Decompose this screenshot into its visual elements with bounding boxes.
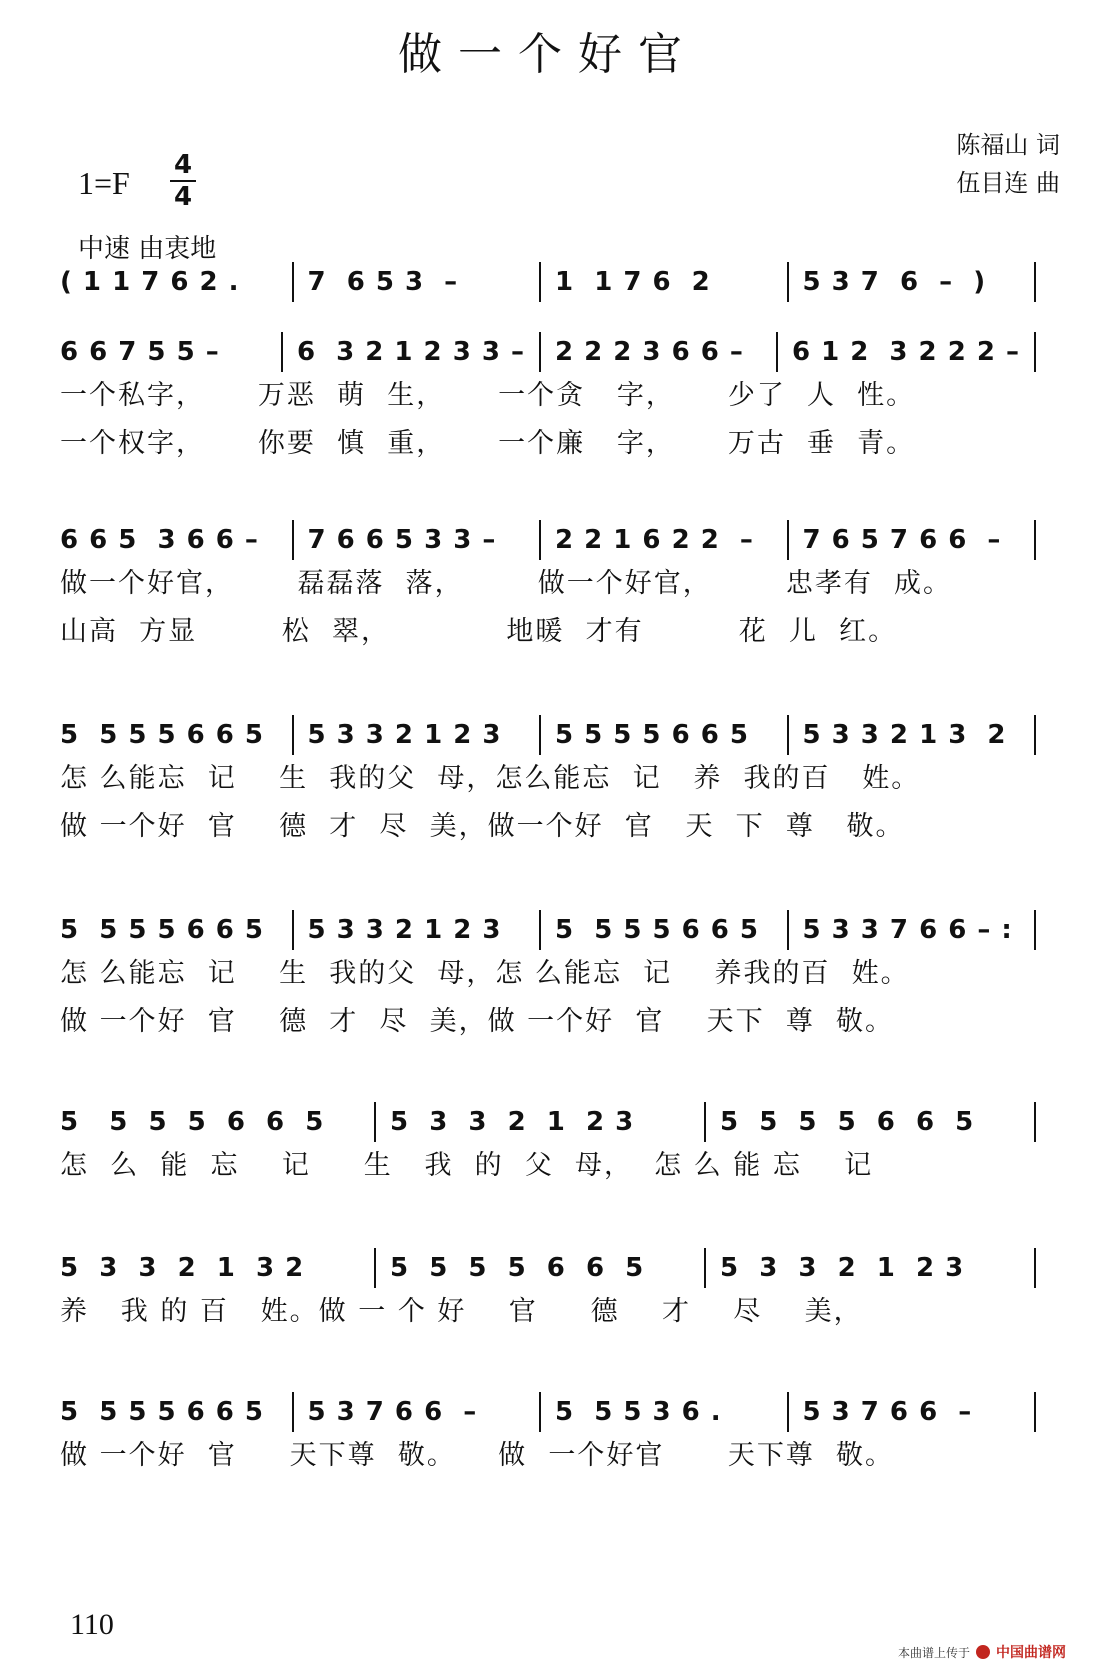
notation-line [60,900,1050,950]
measure: 2 2 1 6 2 2 – [555,525,754,555]
notation-line [60,252,1050,302]
barline [292,715,294,755]
key-signature: 1=F [78,165,130,201]
meter-bottom: 4 [173,182,193,212]
lyricist-credit: 陈福山 词 [956,131,1060,159]
lyric-line: 做 一个好 官 德 才 尽 美，做 一个好 官 天下 尊 敬。 [60,1006,894,1037]
watermark-site: 中国曲谱网 [996,1645,1066,1661]
measure: 7 6 5 3 – [307,267,459,297]
notation-line [60,1092,1050,1142]
notation-line [60,1382,1050,1432]
barline [787,520,789,560]
site-logo-icon [976,1645,990,1659]
measure: 5 3 3 7 6 6 – : [802,915,1013,945]
score-row [60,322,1050,468]
lyric-line: 山高 方显 松 翠， 地暖 才有 花 儿 红。 [60,616,898,647]
barline [787,910,789,950]
measure: 6 6 5 3 6 6 – [60,525,259,555]
measure: 5 3 3 2 1 2 3 [307,915,502,945]
tempo-marking: 中速 由衷地 [78,234,217,264]
barline [1034,715,1036,755]
score-row [60,1382,1050,1480]
barline [1034,1102,1036,1142]
measure: 5 3 3 2 1 2 3 [390,1107,635,1137]
watermark-prefix: 本曲谱上传于 [897,1645,970,1660]
measure: 5 5 5 3 6 . [555,1397,722,1427]
measure: 7 6 6 5 3 3 – [307,525,497,555]
measure: ( 1 1 7 6 2 . [60,267,240,297]
measure: 7 6 5 7 6 6 – [802,525,1002,555]
song-title: 做一个好官 [398,29,698,80]
barline [1034,520,1036,560]
barline [1034,1248,1036,1288]
score-row [60,252,1050,302]
lyric-line: 做一个好官， 磊磊落 落， 做一个好官， 忠孝有 成。 [60,568,952,599]
barline [539,262,541,302]
measure: 5 5 5 5 6 6 5 [60,915,264,945]
measure: 5 5 5 5 6 6 5 [555,720,749,750]
barline [787,262,789,302]
barline [1034,262,1036,302]
measure: 5 5 5 5 6 6 5 [390,1253,645,1283]
barline [539,520,541,560]
barline [539,715,541,755]
barline [539,332,541,372]
measure: 5 3 7 6 – ) [802,267,987,297]
notation-line [60,705,1050,755]
measure: 5 5 5 5 6 6 5 [720,1107,975,1137]
barline [704,1248,706,1288]
measure: 5 5 5 5 6 6 5 [60,1107,325,1137]
lyric-line: 一个私字， 万恶 萌 生， 一个贪 字， 少了 人 性。 [60,380,916,411]
barline [787,715,789,755]
notation-line [60,1238,1050,1288]
barline [704,1102,706,1142]
barline [539,910,541,950]
page-number: 110 [70,1608,114,1641]
measure: 5 3 7 6 6 – [307,1397,478,1427]
measure: 5 5 5 5 6 6 5 [60,1397,264,1427]
barline [539,1392,541,1432]
measure: 5 5 5 5 6 6 5 [60,720,264,750]
barline [787,1392,789,1432]
measure: 6 6 7 5 5 – [60,337,220,367]
barline [292,520,294,560]
measure: 5 3 3 2 1 3 2 [60,1253,305,1283]
lyric-line: 怎 么能忘 记 生 我的父 母，怎 么能忘 记 养我的百 姓。 [60,958,910,989]
barline [374,1102,376,1142]
notation-line [60,510,1050,560]
barline [292,262,294,302]
barline [1034,910,1036,950]
lyric-line: 一个权字， 你要 慎 重， 一个廉 字， 万古 垂 青。 [60,428,916,459]
time-signature [168,150,198,212]
measure: 5 3 3 2 1 2 3 [307,720,502,750]
lyric-line: 做 一个好 官 天下尊 敬。 做 一个好官 天下尊 敬。 [60,1440,894,1471]
measure: 6 3 2 1 2 3 3 – [296,337,525,367]
measure: 5 3 3 2 1 2 3 [720,1253,965,1283]
score-row [60,705,1050,851]
lyric-line: 做 一个好 官 德 才 尽 美，做一个好 官 天 下 尊 敬。 [60,811,905,842]
notation-line [60,322,1050,372]
composer-credit: 伍目连 曲 [956,169,1060,197]
score-row [60,510,1050,656]
score-row [60,900,1050,1046]
measure: 1 1 7 6 2 [555,267,711,297]
score-row [60,1238,1050,1336]
meter-top: 4 [173,150,193,180]
measure: 2 2 2 3 6 6 – [555,337,744,367]
lyric-line: 怎 么能忘 记 生 我的父 母，怎么能忘 记 养 我的百 姓。 [60,763,921,794]
watermark [898,1642,1066,1662]
barline [292,910,294,950]
barline [776,332,778,372]
barline [1034,1392,1036,1432]
measure: 5 3 7 6 6 – [802,1397,973,1427]
score-row [60,1092,1050,1190]
measure: 6 1 2 3 2 2 2 – [791,337,1020,367]
barline [292,1392,294,1432]
barline [1034,332,1036,372]
measure: 5 5 5 5 6 6 5 [555,915,759,945]
lyric-line: 怎 么 能 忘 记 生 我 的 父 母， 怎 么 能 忘 记 [60,1150,874,1181]
barline [374,1248,376,1288]
measure: 5 3 3 2 1 3 2 [802,720,1007,750]
lyric-line: 养 我 的 百 姓。做 一 个 好 官 德 才 尽 美， [60,1296,863,1327]
barline [281,332,283,372]
